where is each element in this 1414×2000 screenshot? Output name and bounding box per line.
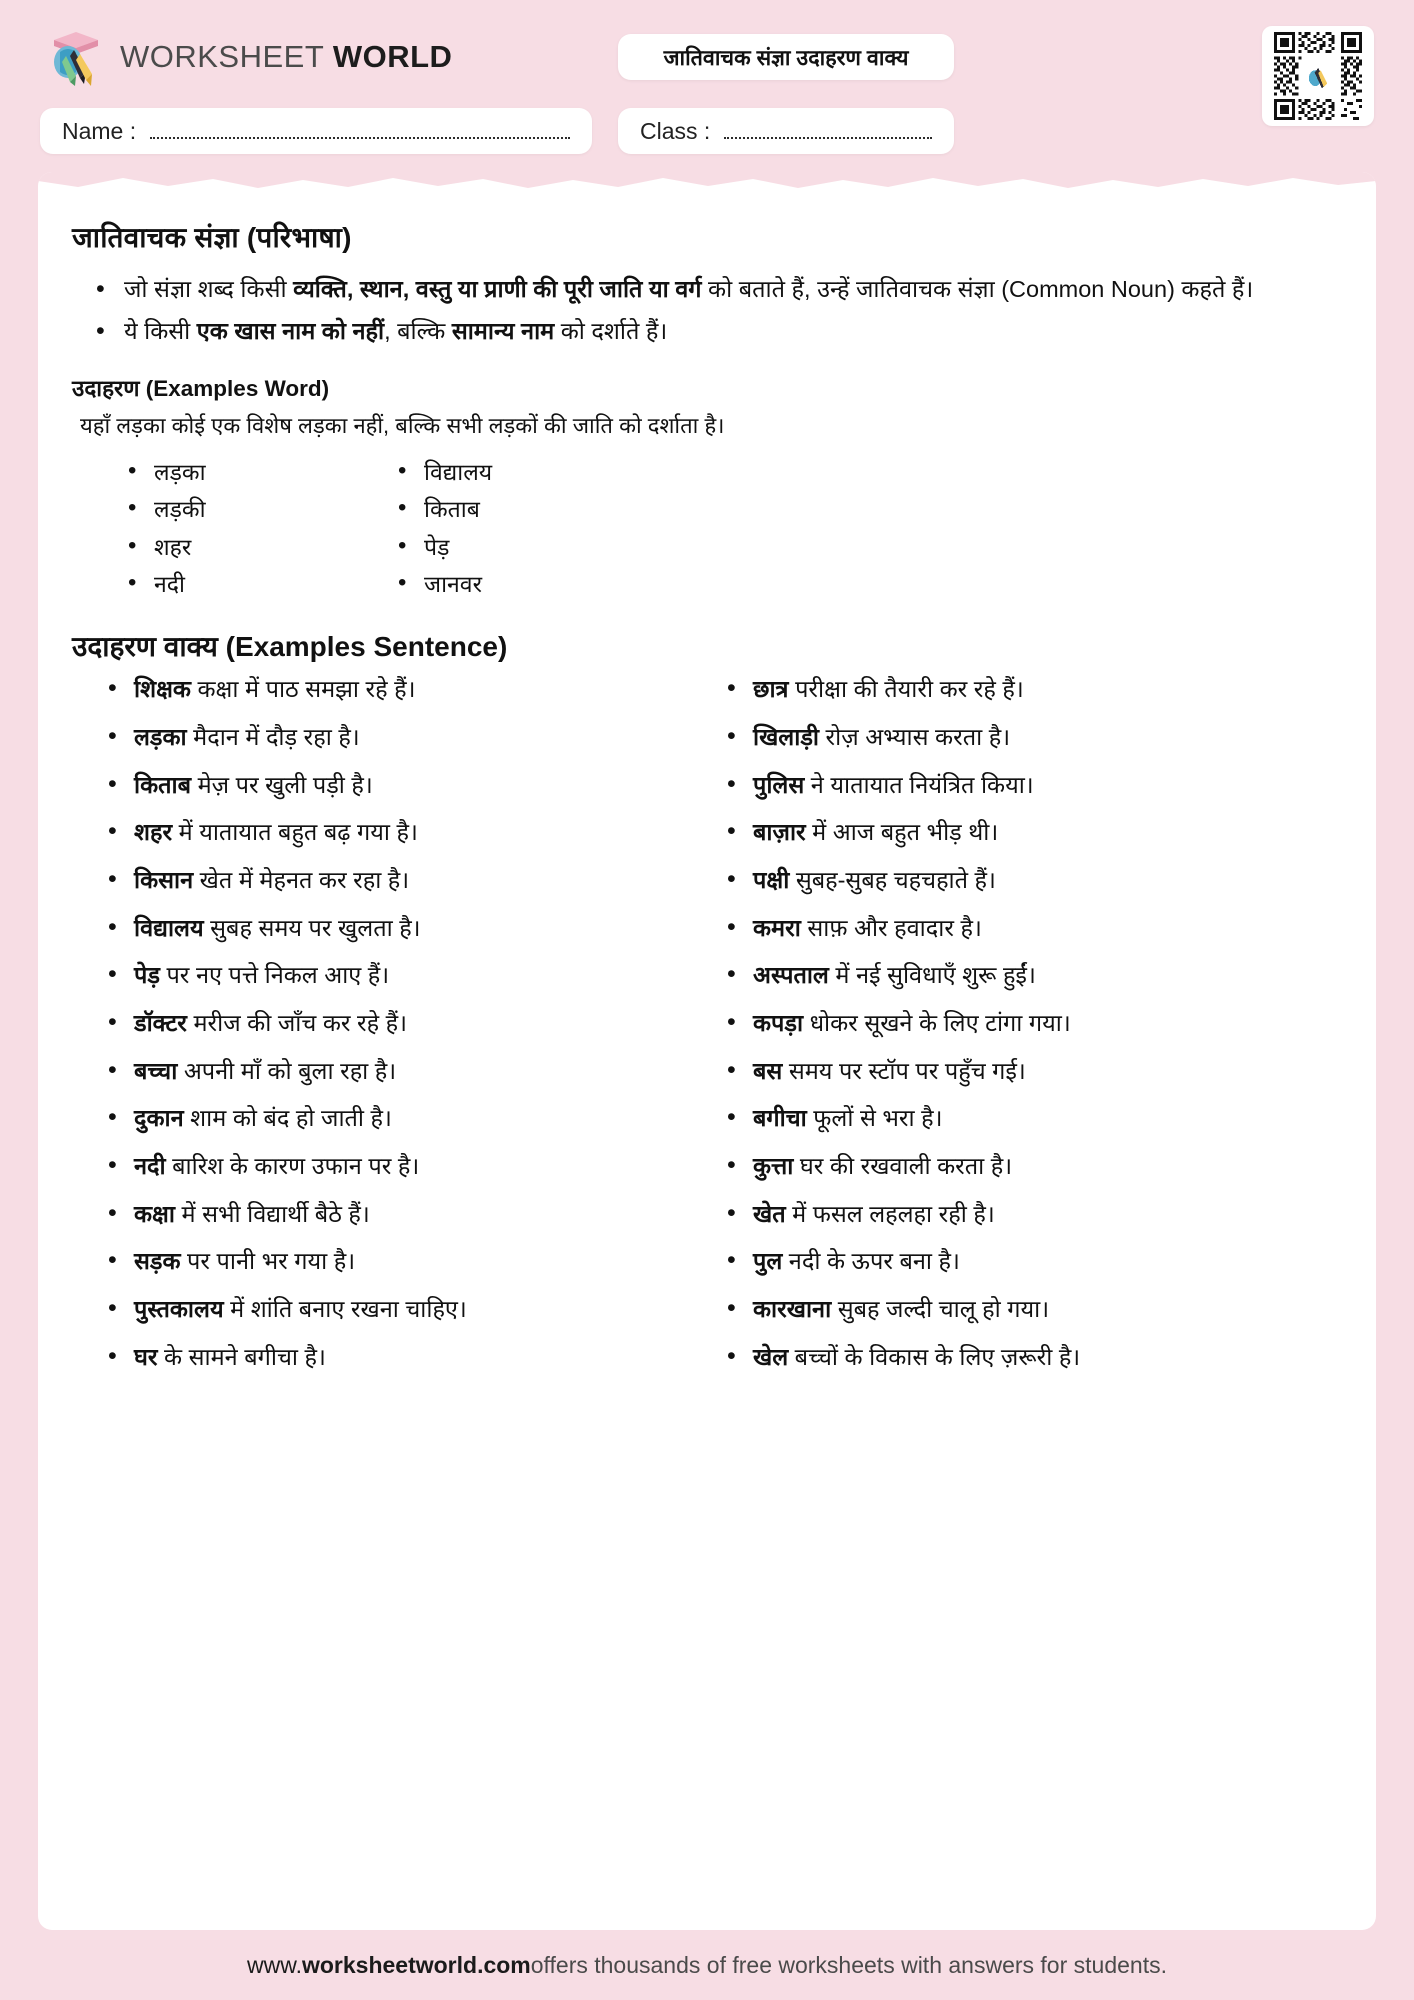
example-sentence-item	[717, 1200, 1342, 1228]
worksheet-title: जातिवाचक संज्ञा उदाहरण वाक्य	[663, 45, 909, 70]
footer-site-prefix: www.	[247, 1951, 302, 1978]
footer-tagline: offers thousands of free worksheets with answers for students.	[530, 1951, 1167, 1978]
sentence-text: में सभी विद्यार्थी बैठे हैं।	[174, 1200, 370, 1227]
sentence-text: मैदान में दौड़ रहा है।	[186, 723, 360, 750]
example-sentence-item	[717, 866, 1342, 894]
sentence-keyword: कुत्ता	[753, 1153, 794, 1179]
sentence-keyword: पुस्तकालय	[134, 1296, 224, 1323]
sentence-keyword: किताब	[134, 771, 192, 798]
sentence-keyword: बच्चा	[134, 1057, 178, 1084]
definition-emphasis: एक खास नाम को नहीं	[196, 318, 385, 345]
sentence-text: में यातायात बहुत बढ़ गया है।	[172, 819, 418, 846]
sentence-text: मेज़ पर खुली पड़ी है।	[191, 771, 373, 798]
sentence-text: पर पानी भर गया है।	[180, 1248, 356, 1275]
header-top-row	[40, 26, 1374, 96]
example-word-item: • लड़की	[124, 491, 394, 528]
example-word-item: • पेड़	[394, 529, 1342, 566]
examples-word-note: यहाँ लड़का कोई एक विशेष लड़का नहीं, बल्कि सभी लड़कों की जाति को दर्शाता है।	[80, 413, 725, 439]
example-word-item: • विद्यालय	[394, 454, 1342, 491]
sentence-text: ने यातायात नियंत्रित किया।	[804, 771, 1034, 798]
name-label: Name :	[62, 117, 137, 144]
sheet-content	[38, 172, 1376, 1400]
sentence-text: मरीज की जाँच कर रहे हैं।	[186, 1009, 408, 1036]
example-sentence-item	[78, 1009, 703, 1037]
sentence-keyword: कपड़ा	[753, 1009, 804, 1036]
class-field[interactable]	[618, 108, 954, 154]
example-word-item: • लड़का	[124, 454, 394, 491]
sentence-keyword: खिलाड़ी	[753, 723, 819, 750]
example-sentence-item	[78, 1295, 703, 1323]
sentence-text: में फसल लहलहा रही है।	[785, 1200, 995, 1227]
worksheet-title-pill	[618, 34, 954, 80]
example-sentence-item	[717, 1343, 1342, 1371]
example-sentence-item	[717, 1247, 1342, 1275]
sentence-keyword: दुकान	[134, 1105, 184, 1132]
sentence-text: के सामने बगीचा है।	[157, 1343, 326, 1370]
example-word-item: • शहर	[124, 529, 394, 566]
sentence-text: में नई सुविधाएँ शुरू हुईं।	[828, 962, 1036, 989]
example-sentence-item	[78, 1057, 703, 1085]
definition-bullet	[90, 312, 1342, 350]
sentence-column-right	[717, 675, 1342, 1390]
examples-word-grid	[124, 454, 1342, 603]
examples-sentence-grid	[72, 675, 1342, 1390]
sentence-keyword: लड़का	[134, 723, 187, 750]
sentence-text: में शांति बनाए रखना चाहिए।	[223, 1296, 467, 1323]
example-word-item: • किताब	[394, 491, 1342, 528]
class-label: Class :	[640, 117, 711, 144]
sentence-text: बारिश के कारण उफान पर है।	[165, 1153, 420, 1179]
sentence-keyword: खेत	[753, 1200, 786, 1227]
sentence-text: रोज़ अभ्यास करता है।	[819, 723, 1011, 750]
sentence-keyword: सड़क	[134, 1248, 181, 1275]
example-sentence-item	[717, 1104, 1342, 1132]
example-sentence-item	[717, 961, 1342, 989]
sentence-keyword: कमरा	[753, 914, 801, 941]
definition-bullet-list	[90, 270, 1342, 350]
sentence-keyword: पेड़	[134, 962, 160, 989]
sentence-keyword: बस	[753, 1057, 783, 1084]
definition-bullet	[90, 270, 1342, 308]
example-sentence-item	[78, 1343, 703, 1371]
sentence-keyword: पुलिस	[753, 771, 805, 798]
sentence-text: सुबह-सुबह चहचहाते हैं।	[789, 866, 996, 893]
example-sentence-item	[717, 818, 1342, 846]
definition-text: ये किसी	[124, 318, 197, 345]
example-word-item: • नदी	[124, 566, 394, 603]
sentence-text: सुबह समय पर खुलता है।	[203, 914, 421, 941]
worksheet-sheet	[38, 172, 1376, 1930]
sentence-text: में आज बहुत भीड़ थी।	[805, 819, 999, 846]
sentence-column-left	[78, 675, 703, 1390]
example-sentence-item	[78, 1247, 703, 1275]
qr-code[interactable]	[1262, 26, 1374, 126]
worksheet-world-logo-icon	[46, 26, 104, 88]
example-sentence-item	[78, 675, 703, 703]
example-sentence-item	[78, 818, 703, 846]
example-sentence-item	[78, 961, 703, 989]
sentence-keyword: अस्पताल	[753, 962, 829, 989]
example-sentence-item	[78, 1200, 703, 1228]
examples-word-heading: उदाहरण (Examples Word)	[72, 376, 330, 402]
footer-site-domain: worksheetworld.com	[301, 1951, 531, 1978]
definition-emphasis: सामान्य नाम	[451, 318, 555, 345]
sentence-text: धोकर सूखने के लिए टांगा गया।	[803, 1009, 1071, 1036]
page-footer	[0, 1930, 1414, 2000]
sentence-keyword: शहर	[134, 819, 173, 846]
sentence-keyword: बगीचा	[753, 1105, 807, 1132]
sentence-text: कक्षा में पाठ समझा रहे हैं।	[190, 676, 416, 703]
example-sentence-item	[78, 914, 703, 942]
sentence-text: समय पर स्टॉप पर पहुँच गई।	[782, 1057, 1026, 1084]
examples-sentence-heading: उदाहरण वाक्य (Examples Sentence)	[72, 631, 508, 663]
name-input-line[interactable]	[150, 137, 570, 139]
sentence-keyword: नदी	[134, 1153, 166, 1179]
definition-heading: जातिवाचक संज्ञा (परिभाषा)	[72, 222, 352, 253]
student-fields-row	[40, 108, 1374, 154]
sentence-keyword: पक्षी	[753, 866, 790, 893]
sentence-keyword: बाज़ार	[753, 819, 806, 846]
sentence-keyword: खेल	[753, 1343, 789, 1370]
qr-code-icon	[1270, 32, 1366, 120]
definition-text: को बताते हैं, उन्हें जातिवाचक संज्ञा (Common Noun) कहते हैं।	[701, 276, 1254, 302]
example-sentence-item	[717, 1009, 1342, 1037]
sentence-keyword: छात्र	[753, 676, 789, 703]
sentence-text: सुबह जल्दी चालू हो गया।	[831, 1296, 1050, 1323]
sentence-text: परीक्षा की तैयारी कर रहे हैं।	[788, 676, 1024, 703]
torn-paper-edge	[38, 172, 1376, 194]
footer-site[interactable]	[247, 1952, 531, 1979]
sentence-text: खेत में मेहनत कर रहा है।	[193, 866, 410, 893]
example-sentence-item	[78, 1152, 703, 1180]
example-sentence-item	[717, 914, 1342, 942]
example-sentence-item	[717, 1152, 1342, 1180]
sentence-keyword: घर	[134, 1343, 158, 1370]
example-sentence-item	[78, 866, 703, 894]
sentence-keyword: किसान	[134, 866, 194, 893]
definition-text: को दर्शाते हैं।	[554, 318, 668, 345]
brand-name-first: WORKSHEET	[120, 39, 333, 74]
sentence-text: अपनी माँ को बुला रहा है।	[177, 1057, 397, 1084]
sentence-text: नदी के ऊपर बना है।	[782, 1248, 960, 1275]
definition-text: , बल्कि	[384, 318, 452, 345]
sentence-keyword: कक्षा	[134, 1200, 175, 1227]
example-sentence-item	[717, 675, 1342, 703]
sentence-text: फूलों से भरा है।	[806, 1105, 943, 1132]
sentence-keyword: पुल	[753, 1248, 783, 1275]
name-field[interactable]	[40, 108, 592, 154]
sentence-keyword: शिक्षक	[134, 676, 191, 703]
example-sentence-item	[717, 1295, 1342, 1323]
sentence-text: बच्चों के विकास के लिए ज़रूरी है।	[788, 1343, 1081, 1370]
sentence-text: शाम को बंद हो जाती है।	[183, 1105, 392, 1132]
page-header	[0, 0, 1414, 168]
sentence-keyword: डॉक्टर	[134, 1009, 187, 1036]
sentence-text: साफ़ और हवादार है।	[800, 914, 982, 941]
sentence-keyword: विद्यालय	[134, 914, 204, 941]
example-sentence-item	[78, 723, 703, 751]
example-sentence-item	[78, 1104, 703, 1132]
example-sentence-item	[717, 771, 1342, 799]
class-input-line[interactable]	[724, 137, 932, 139]
sentence-keyword: कारखाना	[753, 1296, 832, 1323]
definition-emphasis: व्यक्ति, स्थान, वस्तु या प्राणी की पूरी जाति या वर्ग	[293, 276, 702, 302]
example-word-item: • जानवर	[394, 566, 1342, 603]
example-sentence-item	[717, 723, 1342, 751]
sentence-text: पर नए पत्ते निकल आए हैं।	[159, 962, 390, 989]
brand-name	[120, 39, 452, 75]
sentence-text: घर की रखवाली करता है।	[793, 1153, 1013, 1179]
brand-name-second: WORLD	[332, 39, 453, 74]
example-sentence-item	[717, 1057, 1342, 1085]
definition-text: जो संज्ञा शब्द किसी	[124, 276, 294, 302]
example-sentence-item	[78, 771, 703, 799]
brand-logo	[40, 26, 600, 88]
